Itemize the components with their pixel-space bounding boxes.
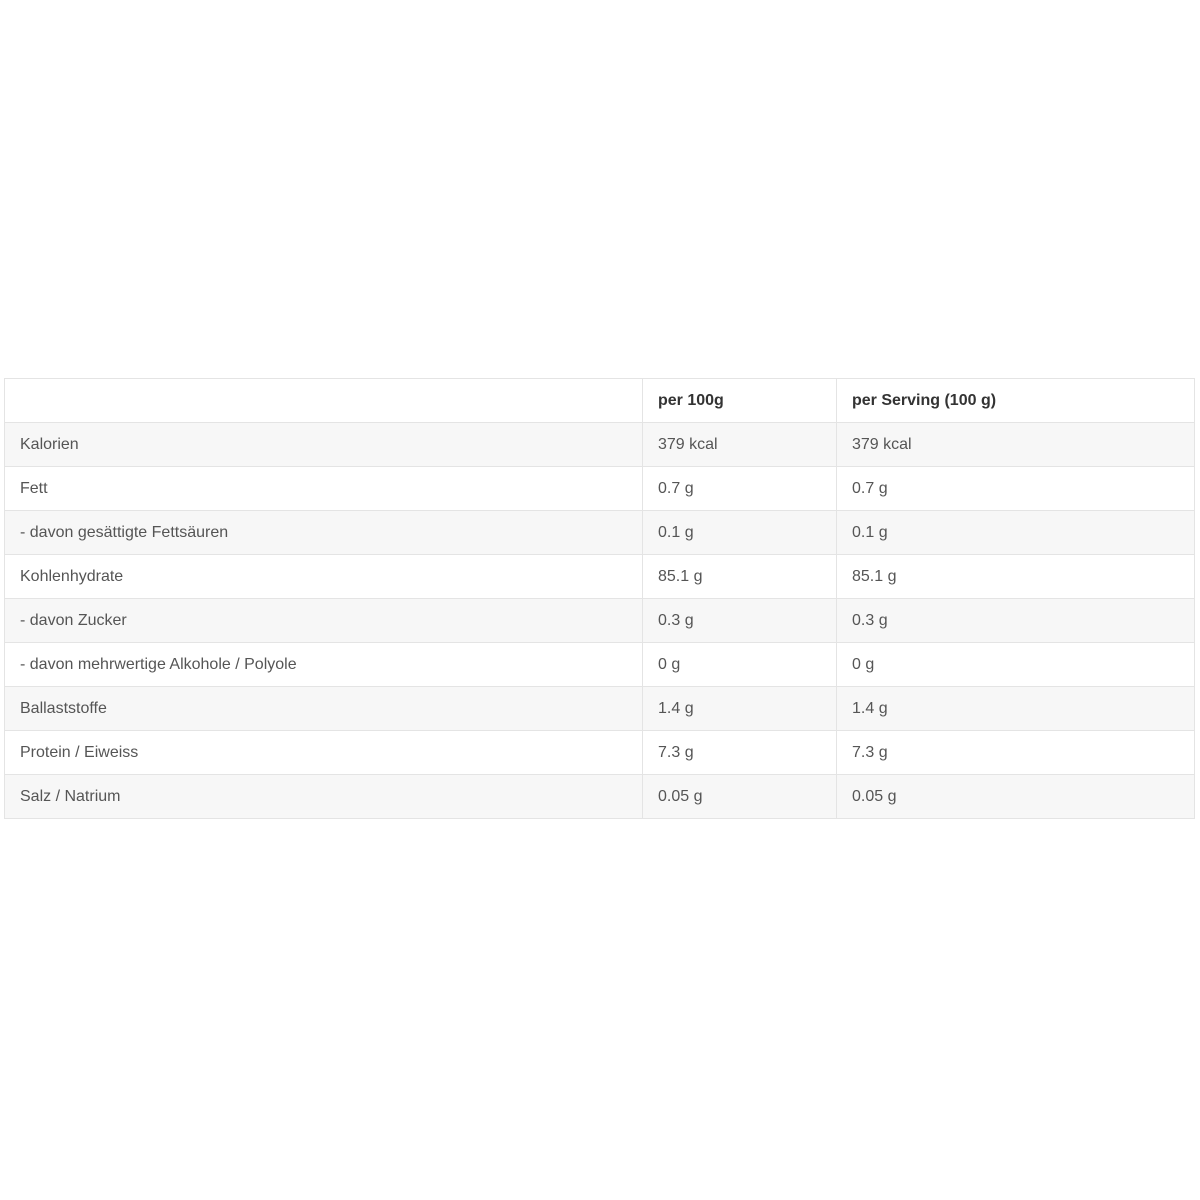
- value-per-100g: 379 kcal: [643, 423, 837, 467]
- nutrient-label: - davon mehrwertige Alkohole / Polyole: [5, 643, 643, 687]
- value-per-serving: 1.4 g: [837, 687, 1195, 731]
- header-per-100g: per 100g: [643, 379, 837, 423]
- value-per-serving: 0.1 g: [837, 511, 1195, 555]
- table-row: [5, 467, 1195, 511]
- table-row: [5, 511, 1195, 555]
- nutrition-table-body: [5, 423, 1195, 819]
- value-per-100g: 0.05 g: [643, 775, 837, 819]
- table-row: [5, 775, 1195, 819]
- value-per-100g: 85.1 g: [643, 555, 837, 599]
- table-row: [5, 731, 1195, 775]
- table-row: [5, 599, 1195, 643]
- value-per-serving: 0.7 g: [837, 467, 1195, 511]
- value-per-100g: 1.4 g: [643, 687, 837, 731]
- nutrient-label: - davon gesättigte Fettsäuren: [5, 511, 643, 555]
- value-per-serving: 0.3 g: [837, 599, 1195, 643]
- nutrition-table-container: [4, 378, 1194, 819]
- table-row: [5, 687, 1195, 731]
- nutrient-label: Kohlenhydrate: [5, 555, 643, 599]
- value-per-serving: 0.05 g: [837, 775, 1195, 819]
- table-row: [5, 643, 1195, 687]
- value-per-100g: 0.1 g: [643, 511, 837, 555]
- nutrient-label: - davon Zucker: [5, 599, 643, 643]
- header-per-serving: per Serving (100 g): [837, 379, 1195, 423]
- table-row: [5, 555, 1195, 599]
- nutrient-label: Kalorien: [5, 423, 643, 467]
- nutrition-table: [4, 378, 1195, 819]
- nutrient-label: Salz / Natrium: [5, 775, 643, 819]
- header-nutrient: [5, 379, 643, 423]
- value-per-100g: 7.3 g: [643, 731, 837, 775]
- value-per-serving: 379 kcal: [837, 423, 1195, 467]
- value-per-100g: 0 g: [643, 643, 837, 687]
- header-row: [5, 379, 1195, 423]
- value-per-serving: 7.3 g: [837, 731, 1195, 775]
- nutrition-table-header: [5, 379, 1195, 423]
- nutrient-label: Ballaststoffe: [5, 687, 643, 731]
- table-row: [5, 423, 1195, 467]
- nutrient-label: Fett: [5, 467, 643, 511]
- value-per-100g: 0.3 g: [643, 599, 837, 643]
- value-per-serving: 85.1 g: [837, 555, 1195, 599]
- nutrient-label: Protein / Eiweiss: [5, 731, 643, 775]
- value-per-serving: 0 g: [837, 643, 1195, 687]
- value-per-100g: 0.7 g: [643, 467, 837, 511]
